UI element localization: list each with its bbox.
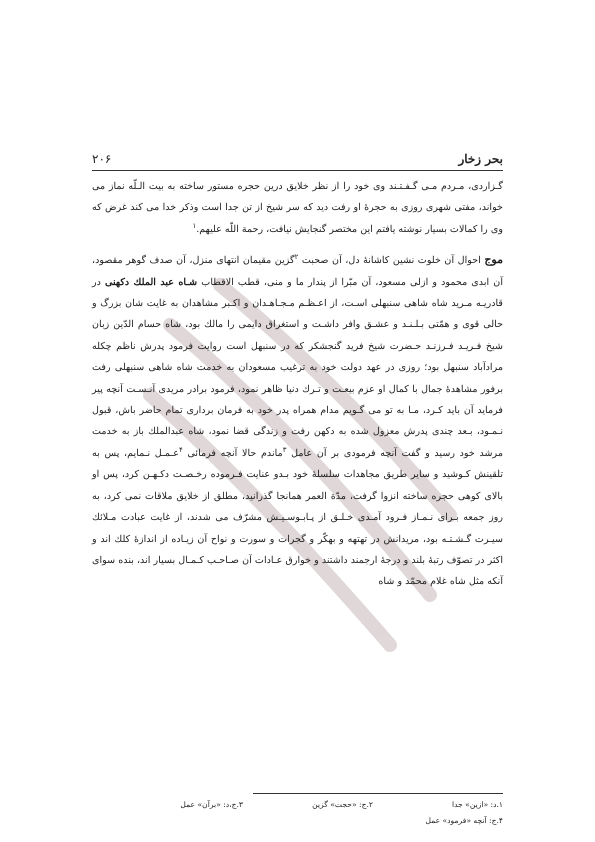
main-text <box>92 176 503 593</box>
footnote-rule <box>253 793 503 794</box>
footnote-3: ۳.ج،د: «برآن» عمل <box>180 800 243 809</box>
section-lead-word: موج <box>484 253 503 267</box>
paragraph-2: موج احوال آن خلوت نشین کاشانهٔ دل، آن صحبت $^۲$گزین مقیمان انتهای منزل، آن صدف گوهر مقصود، آن ابدی محمود و ازلی مسعود، آن مبّرا از پندار ما و منی، قطب الاقطاب شـاه عبد الملك دکهنی در قادریـه مـرید شاه شاهی سنبهلی اسـت، از اعـظـم مـجـاهـدان و اکـبر مشاهدان به غایت شان بزرگ و حالی قوی و همّتی بـلـنـد و عشـق وافر داشـت و استغراق دایمی را مالك بود، شاه حسام الدّین زبان شیخ فـریـد فـرزنـد حـضرت شیخ فرید گنجشکر که در سنبهل است روایت فرمود پدرش ناظم چکله مرادآباد سنبهل بود؛ روزی در عهد دولت خود به ترغیب مسعودان به خدمت شاه شاهی سنبهلی رفت برفور مشاهدهٔ جمال با کمال او عزم بیعـت و تـرك دنیا ظاهر نمود، فرمود برادر مریدی آنـسـت آنچه پیر فرماید آن باید کـرد، مـا به تو می گـویم مدام همراه پدر خود به فرمان برداری تمام حاضر باش، قبول نـمـود، بـعد چندی پدرش معزول شده به دکهن رفت و زندگی قضا نمود، شاه عبدالملك باز به خدمت مرشد خود رسید و گفت آنچه فرمودی بر آن عامل $^۳$ماندم حالا آنچه فرمائی $^۴$عـمـل نـمایم، پس به تلقینش کـوشید و سایر طریق مجاهدات سلسلهٔ خود بـدو عنایت فـرموده رخـصـت دکـهـن کرد، پس او بالای کوهی حجره ساخته انزوا گرفت، مدّة العمر همانجا گذرانید، مطلق از خلایق ملاقات نمی کرد، به روز جمعه بـرای نـمـاز فـرود آمـدی خـلـق از پـابـوسـیـش مشرّف می شدند، از غایت عبادت مـلائك سیـرت گـشـتـه بود، مریدانش در تهتهه و بهکّر و گجرات و سورت و نواح آن زیـاده از اندازهٔ کلك اند و اکثر در تصوّف رتبهٔ بلند و درجهٔ ارجمند داشتند و خوارق عـادات آن صـاحـب کـمـال بسیار اند، بنده سوای آنکه مثل شاه غلام محمّد و شاه <box>92 253 503 588</box>
footnote-row <box>92 813 503 829</box>
footnote-ref-2: ۲ <box>294 253 299 262</box>
footnote-4: ۴.ج: آنچه «فرمود» عمل <box>425 816 503 825</box>
footnote-ref-3: ۳ <box>282 445 287 454</box>
footnote-row <box>92 797 503 813</box>
footnotes <box>92 797 503 829</box>
header-rule <box>92 170 503 171</box>
bold-name: شـاه عبد الملك دکهنی <box>105 276 198 288</box>
footnote-1: ۱.د: «ازین» جدا <box>451 800 503 809</box>
running-title: بحر زخار <box>458 152 503 166</box>
page-number: ۲۰۶ <box>92 152 112 166</box>
running-header <box>92 150 503 170</box>
paragraph-1: گـزاردی، مـردم مـی گـفـتـند وی خود را از نظر خلایق درین حجره مستور ساخته به بیت الـلّه نماز می خواند، مفتی شهری روزی به حجرهٔ او رفت دید که سر شیخ از تن جدا است وذکر خدا می کند غرض که وی را کمالات بسیار نوشته یافتم این مختصر گنجایش نیافت، رحمة اللّه علیهم.$^۱$ <box>92 181 503 235</box>
footnote-ref-1: ۱ <box>192 221 197 230</box>
footnote-ref-4: ۴ <box>178 445 183 454</box>
footnote-2: ۲.ج: «حجت» گزین <box>312 800 373 809</box>
